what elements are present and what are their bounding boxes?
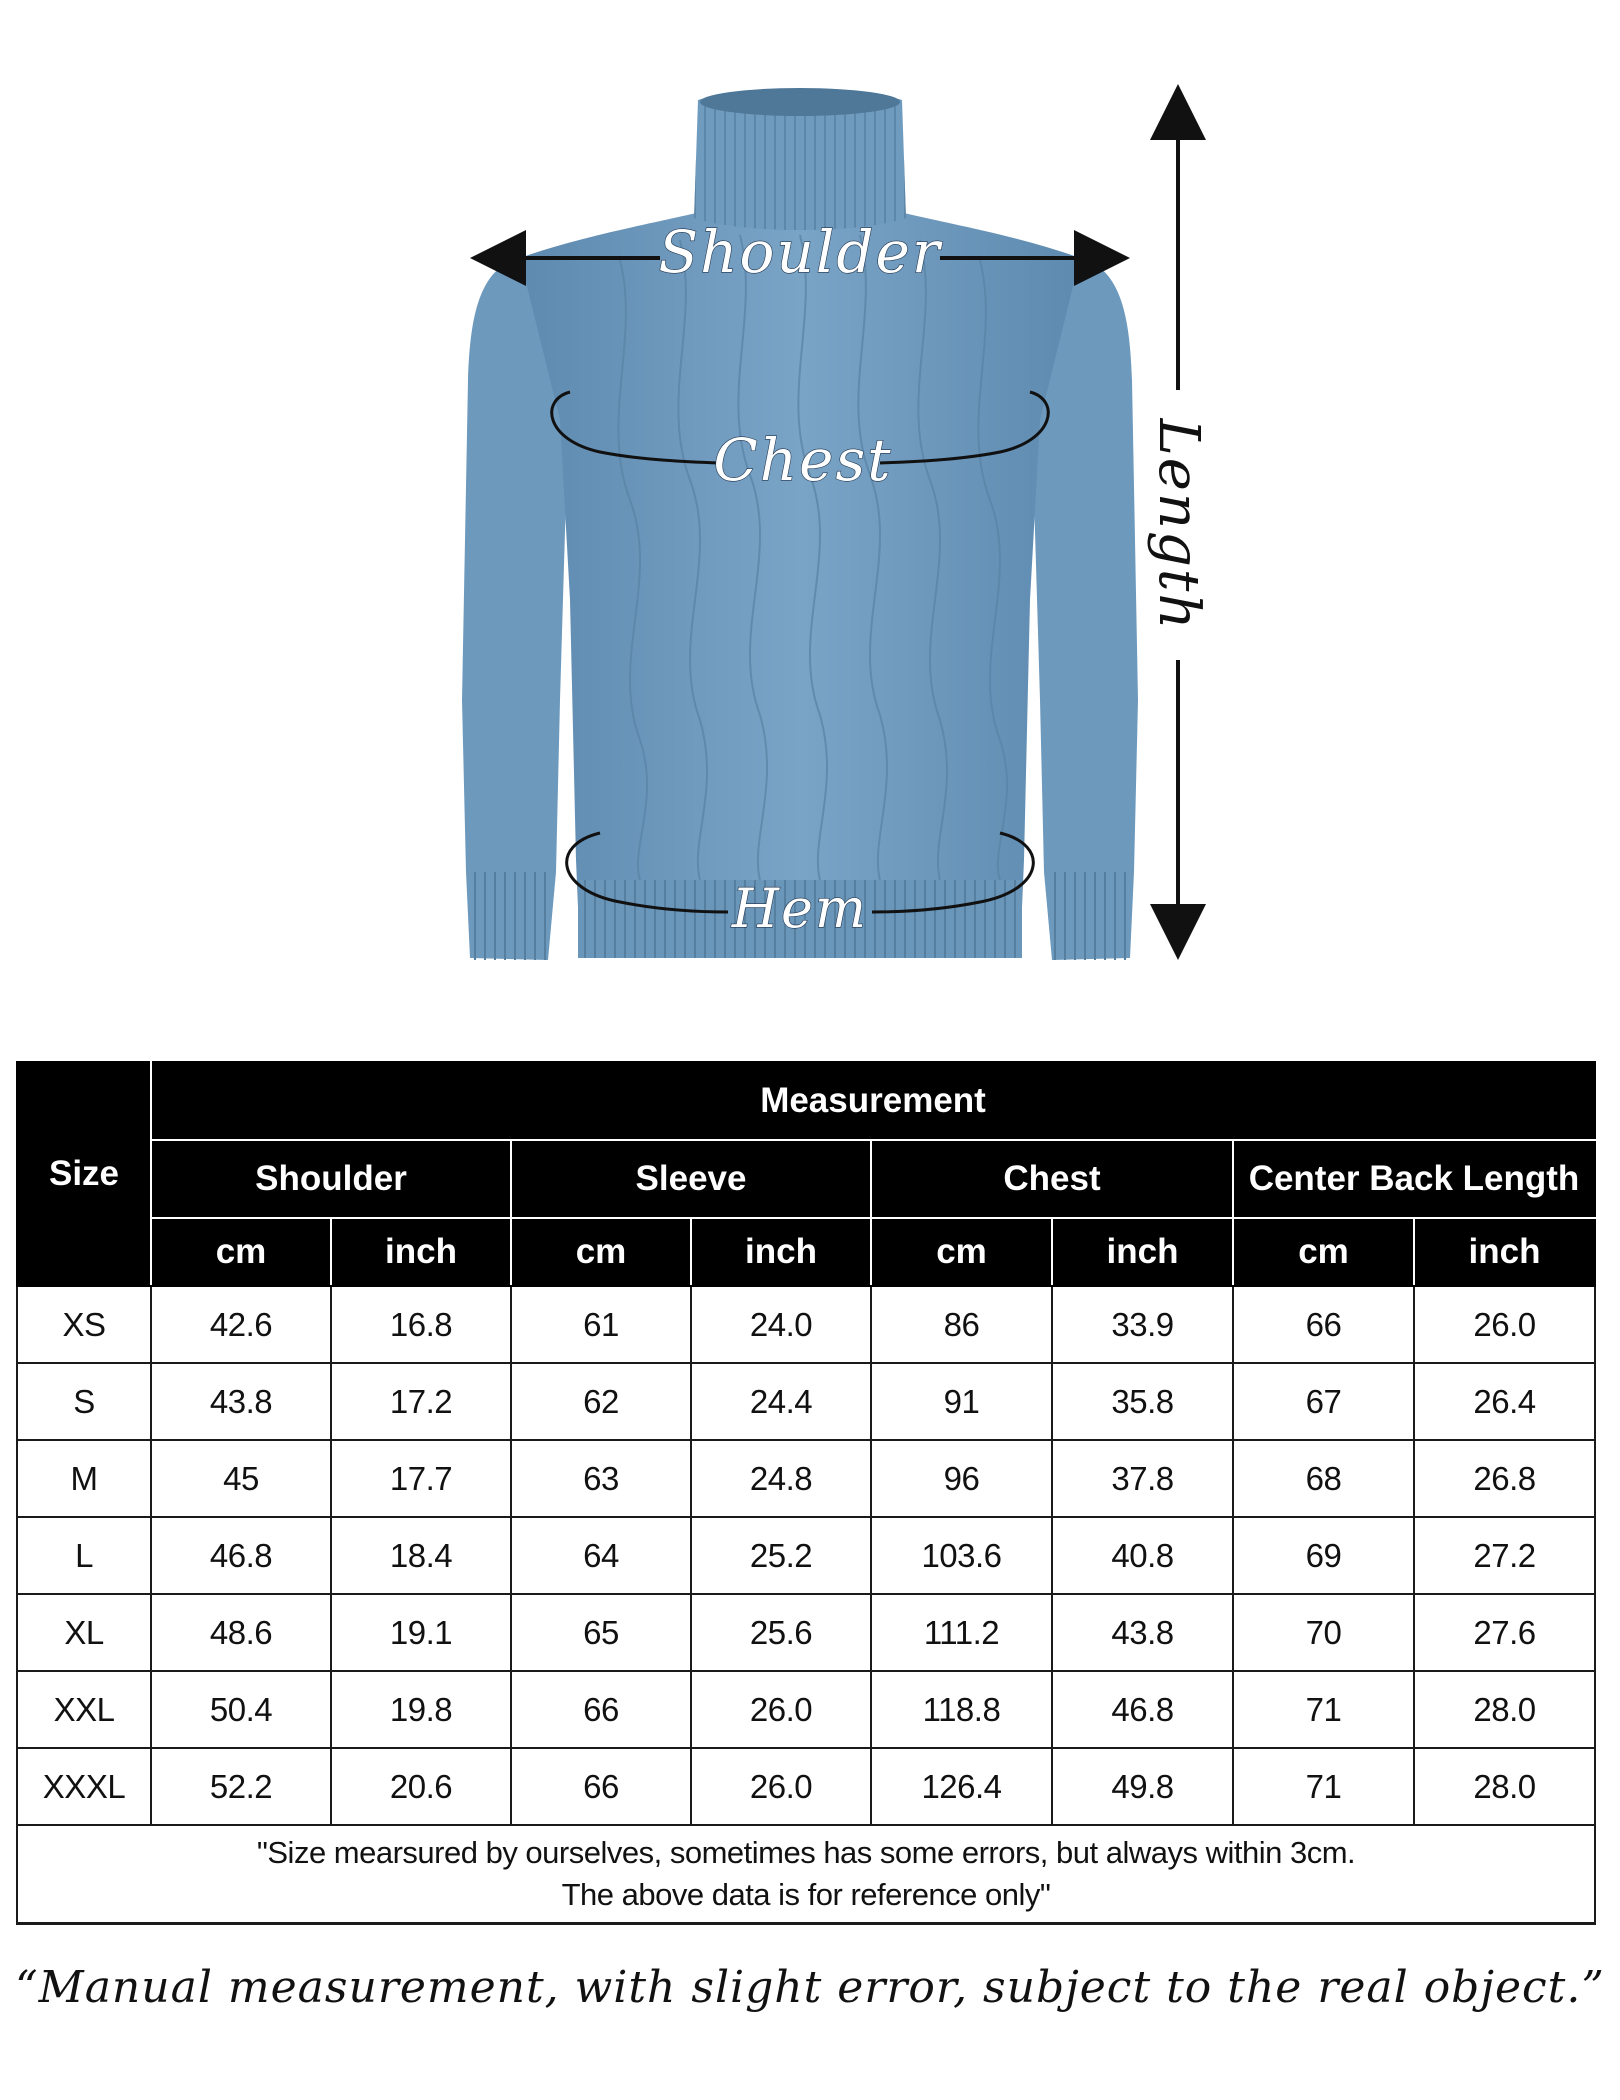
size-cell: XS bbox=[17, 1286, 151, 1363]
measurement-figure bbox=[0, 0, 1620, 1010]
table-row bbox=[17, 1594, 1595, 1671]
table-cell: 46.8 bbox=[151, 1517, 331, 1594]
table-cell: 48.6 bbox=[151, 1594, 331, 1671]
size-cell: XL bbox=[17, 1594, 151, 1671]
table-cell: 26.0 bbox=[1414, 1286, 1595, 1363]
unit-header: cm bbox=[871, 1218, 1052, 1286]
chest-label: Chest bbox=[713, 426, 893, 494]
table-row bbox=[17, 1671, 1595, 1748]
table-cell: 28.0 bbox=[1414, 1748, 1595, 1825]
size-cell: L bbox=[17, 1517, 151, 1594]
table-cell: 27.6 bbox=[1414, 1594, 1595, 1671]
sweater-diagram bbox=[0, 0, 1620, 1010]
table-cell: 24.4 bbox=[691, 1363, 871, 1440]
size-cell: XXL bbox=[17, 1671, 151, 1748]
table-cell: 96 bbox=[871, 1440, 1052, 1517]
table-row bbox=[17, 1286, 1595, 1363]
table-cell: 17.2 bbox=[331, 1363, 511, 1440]
collar-opening bbox=[700, 88, 900, 116]
unit-header: inch bbox=[691, 1218, 871, 1286]
table-cell: 126.4 bbox=[871, 1748, 1052, 1825]
table-cell: 86 bbox=[871, 1286, 1052, 1363]
table-cell: 49.8 bbox=[1052, 1748, 1233, 1825]
table-cell: 64 bbox=[511, 1517, 691, 1594]
table-cell: 17.7 bbox=[331, 1440, 511, 1517]
table-cell: 26.4 bbox=[1414, 1363, 1595, 1440]
group-sleeve: Sleeve bbox=[511, 1140, 871, 1218]
footer-note: “Manual measurement, with slight error, subject to the real object.” bbox=[15, 1962, 1605, 2013]
table-cell: 45 bbox=[151, 1440, 331, 1517]
table-cell: 25.2 bbox=[691, 1517, 871, 1594]
shoulder-label: Shoulder bbox=[658, 218, 942, 286]
group-chest: Chest bbox=[871, 1140, 1233, 1218]
unit-header: inch bbox=[1414, 1218, 1595, 1286]
table-cell: 19.1 bbox=[331, 1594, 511, 1671]
table-cell: 19.8 bbox=[331, 1671, 511, 1748]
table-cell: 62 bbox=[511, 1363, 691, 1440]
table-row bbox=[17, 1517, 1595, 1594]
table-cell: 43.8 bbox=[151, 1363, 331, 1440]
table-cell: 111.2 bbox=[871, 1594, 1052, 1671]
table-cell: 67 bbox=[1233, 1363, 1414, 1440]
right-cuff bbox=[1046, 872, 1134, 960]
table-cell: 103.6 bbox=[871, 1517, 1052, 1594]
table-row bbox=[17, 1363, 1595, 1440]
table-cell: 26.8 bbox=[1414, 1440, 1595, 1517]
unit-header: cm bbox=[511, 1218, 691, 1286]
hem-label: Hem bbox=[731, 877, 869, 940]
table-cell: 43.8 bbox=[1052, 1594, 1233, 1671]
size-cell: XXXL bbox=[17, 1748, 151, 1825]
table-cell: 46.8 bbox=[1052, 1671, 1233, 1748]
table-cell: 52.2 bbox=[151, 1748, 331, 1825]
table-cell: 61 bbox=[511, 1286, 691, 1363]
left-cuff bbox=[466, 872, 554, 960]
table-cell: 26.0 bbox=[691, 1671, 871, 1748]
table-cell: 91 bbox=[871, 1363, 1052, 1440]
table-cell: 33.9 bbox=[1052, 1286, 1233, 1363]
table-note bbox=[17, 1825, 1595, 1924]
table-cell: 18.4 bbox=[331, 1517, 511, 1594]
table-cell: 66 bbox=[511, 1671, 691, 1748]
size-cell: M bbox=[17, 1440, 151, 1517]
unit-header: cm bbox=[151, 1218, 331, 1286]
size-header: Size bbox=[17, 1062, 151, 1286]
table-cell: 37.8 bbox=[1052, 1440, 1233, 1517]
table-cell: 26.0 bbox=[691, 1748, 871, 1825]
sweater-body bbox=[520, 212, 1080, 955]
table-cell: 69 bbox=[1233, 1517, 1414, 1594]
table-cell: 71 bbox=[1233, 1671, 1414, 1748]
size-cell: S bbox=[17, 1363, 151, 1440]
table-cell: 24.0 bbox=[691, 1286, 871, 1363]
table-cell: 35.8 bbox=[1052, 1363, 1233, 1440]
table-cell: 20.6 bbox=[331, 1748, 511, 1825]
group-center-back-length: Center Back Length bbox=[1233, 1140, 1595, 1218]
length-arrow bbox=[1146, 92, 1211, 952]
table-row bbox=[17, 1440, 1595, 1517]
table-cell: 63 bbox=[511, 1440, 691, 1517]
unit-header: cm bbox=[1233, 1218, 1414, 1286]
table-cell: 118.8 bbox=[871, 1671, 1052, 1748]
group-shoulder: Shoulder bbox=[151, 1140, 511, 1218]
table-note-row bbox=[17, 1825, 1595, 1924]
table-cell: 70 bbox=[1233, 1594, 1414, 1671]
unit-header: inch bbox=[1052, 1218, 1233, 1286]
table-cell: 27.2 bbox=[1414, 1517, 1595, 1594]
table-cell: 50.4 bbox=[151, 1671, 331, 1748]
measurement-title: Measurement bbox=[151, 1062, 1595, 1140]
table-cell: 25.6 bbox=[691, 1594, 871, 1671]
table-cell: 66 bbox=[511, 1748, 691, 1825]
table-cell: 66 bbox=[1233, 1286, 1414, 1363]
unit-header: inch bbox=[331, 1218, 511, 1286]
table-cell: 65 bbox=[511, 1594, 691, 1671]
table-cell: 40.8 bbox=[1052, 1517, 1233, 1594]
length-label: Length bbox=[1146, 418, 1211, 632]
table-cell: 68 bbox=[1233, 1440, 1414, 1517]
table-cell: 24.8 bbox=[691, 1440, 871, 1517]
table-cell: 16.8 bbox=[331, 1286, 511, 1363]
size-chart-table bbox=[16, 1061, 1596, 1925]
table-cell: 71 bbox=[1233, 1748, 1414, 1825]
table-cell: 28.0 bbox=[1414, 1671, 1595, 1748]
table-cell: 42.6 bbox=[151, 1286, 331, 1363]
table-note-line: The above data is for reference only" bbox=[561, 1877, 1051, 1912]
table-row bbox=[17, 1748, 1595, 1825]
table-note-line: "Size mearsured by ourselves, sometimes has some errors, but always within 3cm. bbox=[256, 1835, 1356, 1870]
